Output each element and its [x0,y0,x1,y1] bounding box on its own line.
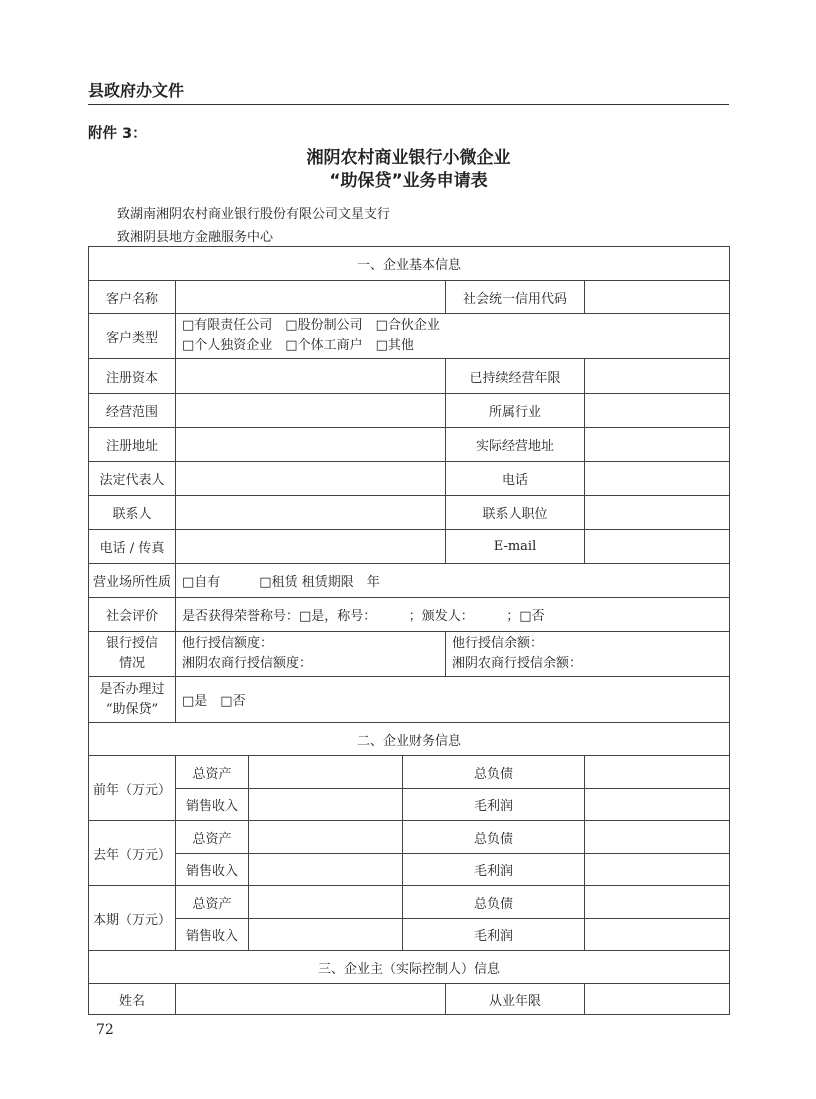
business-scope-input[interactable] [176,394,446,428]
field-label: 毛利润 [403,854,585,886]
field-label: 所属行业 [446,394,585,428]
field-label: 营业场所性质 [89,564,176,598]
bank-credit-label-line: 情况 [118,656,145,671]
field-label: 总资产 [176,886,249,919]
field-label: 电话 [446,462,585,496]
page-number: 72 [96,1022,114,1038]
registered-capital-input[interactable] [176,359,446,394]
table-row [89,886,730,919]
header-label: 县政府办文件 [88,81,185,100]
owner-name-input[interactable] [176,984,446,1015]
table-row [89,394,730,428]
field-label: 社会评价 [89,598,176,632]
xy-bank-limit: 湘阴农商行授信额度： [182,656,313,671]
industry-input[interactable] [585,394,730,428]
zbd-label-line: “助保贷” [105,701,159,717]
field-label: 客户类型 [89,314,176,359]
customer-name-input[interactable] [176,281,446,314]
field-label: 客户名称 [89,281,176,314]
field-label: 实际经营地址 [446,428,585,462]
field-label: 注册资本 [89,359,176,394]
table-row [89,359,730,394]
section-title: 三、企业主（实际控制人）信息 [89,951,730,984]
section-title: 二、企业财务信息 [89,723,730,756]
years-in-business-input[interactable] [585,359,730,394]
field-label: 销售收入 [176,919,249,951]
table-row [89,598,730,632]
sales-input[interactable] [249,789,403,821]
bank-credit-right[interactable] [446,632,730,677]
table-row [89,854,730,886]
contact-position-input[interactable] [585,496,730,530]
field-label: 姓名 [89,984,176,1015]
field-label: 联系人职位 [446,496,585,530]
addressee-2: 致湘阴县地方金融服务中心 [117,230,274,245]
bank-credit-left[interactable] [176,632,446,677]
year-label: 去年（万元） [89,821,176,886]
section-title: 一、企业基本信息 [89,247,730,281]
table-row [89,821,730,854]
table-row [89,496,730,530]
gross-profit-input[interactable] [585,919,730,951]
table-row [89,632,730,677]
zbd-label-line: 是否办理过 [99,681,165,697]
phone-input[interactable] [585,462,730,496]
legal-rep-input[interactable] [176,462,446,496]
form-title-line1: 湘阴农村商业银行小微企业 [306,148,511,168]
sales-input[interactable] [249,919,403,951]
social-eval-options[interactable]: 是否获得荣誉称号：□是，称号： ；颁发人： ；□否 [176,598,730,632]
field-label: 社会统一信用代码 [446,281,585,314]
field-label: 毛利润 [403,789,585,821]
table-row [89,789,730,821]
field-label: 总资产 [176,756,249,789]
registered-address-input[interactable] [176,428,446,462]
field-label: 销售收入 [176,789,249,821]
actual-address-input[interactable] [585,428,730,462]
year-label: 前年（万元） [89,756,176,821]
attachment-label: 附件 3： [88,126,147,142]
table-row [89,677,730,723]
table-row [89,756,730,789]
bank-credit-label-line: 银行授信 [105,636,158,651]
zbd-options[interactable]: □是 □否 [176,677,730,723]
field-label: 电话 / 传真 [89,530,176,564]
total-liabilities-input[interactable] [585,756,730,789]
customer-type-options[interactable] [176,314,730,359]
field-label [89,632,176,677]
total-liabilities-input[interactable] [585,821,730,854]
other-bank-balance: 他行授信余额： [452,636,544,651]
total-assets-input[interactable] [249,821,403,854]
email-input[interactable] [585,530,730,564]
table-row [89,530,730,564]
table-row [89,428,730,462]
other-bank-limit: 他行授信额度： [182,636,274,651]
type-options-row[interactable]: □个人独资企业 □个体工商户 □其他 [182,338,414,353]
premises-options[interactable]: □自有 □租赁 租赁期限 年 [176,564,730,598]
total-liabilities-input[interactable] [585,886,730,919]
application-form-table [88,246,730,1015]
year-label: 本期（万元） [89,886,176,951]
section3-header-row [89,951,730,984]
table-row [89,281,730,314]
field-label: 总负债 [403,886,585,919]
table-row [89,314,730,359]
field-label: 已持续经营年限 [446,359,585,394]
field-label: 毛利润 [403,919,585,951]
field-label: 经营范围 [89,394,176,428]
field-label: 法定代表人 [89,462,176,496]
field-label: 注册地址 [89,428,176,462]
credit-code-input[interactable] [585,281,730,314]
field-label [89,677,176,723]
field-label: 从业年限 [446,984,585,1015]
total-assets-input[interactable] [249,886,403,919]
addressee-1: 致湖南湘阴农村商业银行股份有限公司文星支行 [117,207,391,222]
phone-fax-input[interactable] [176,530,446,564]
table-row [89,919,730,951]
field-label: 总负债 [403,821,585,854]
years-in-industry-input[interactable] [585,984,730,1015]
total-assets-input[interactable] [249,756,403,789]
gross-profit-input[interactable] [585,789,730,821]
section2-header-row [89,723,730,756]
table-row [89,564,730,598]
sales-input[interactable] [249,854,403,886]
gross-profit-input[interactable] [585,854,730,886]
field-label: 销售收入 [176,854,249,886]
xy-bank-balance: 湘阴农商行授信余额： [452,656,583,671]
contact-input[interactable] [176,496,446,530]
field-label: 联系人 [89,496,176,530]
field-label: 总资产 [176,821,249,854]
table-row [89,462,730,496]
document-header [88,78,729,105]
type-options-row[interactable]: □有限责任公司 □股份制公司 □合伙企业 [182,318,440,333]
form-title-line2: “助保贷”业务申请表 [329,171,488,191]
section1-header-row [89,247,730,281]
field-label: E-mail [446,530,585,564]
field-label: 总负债 [403,756,585,789]
table-row [89,984,730,1015]
